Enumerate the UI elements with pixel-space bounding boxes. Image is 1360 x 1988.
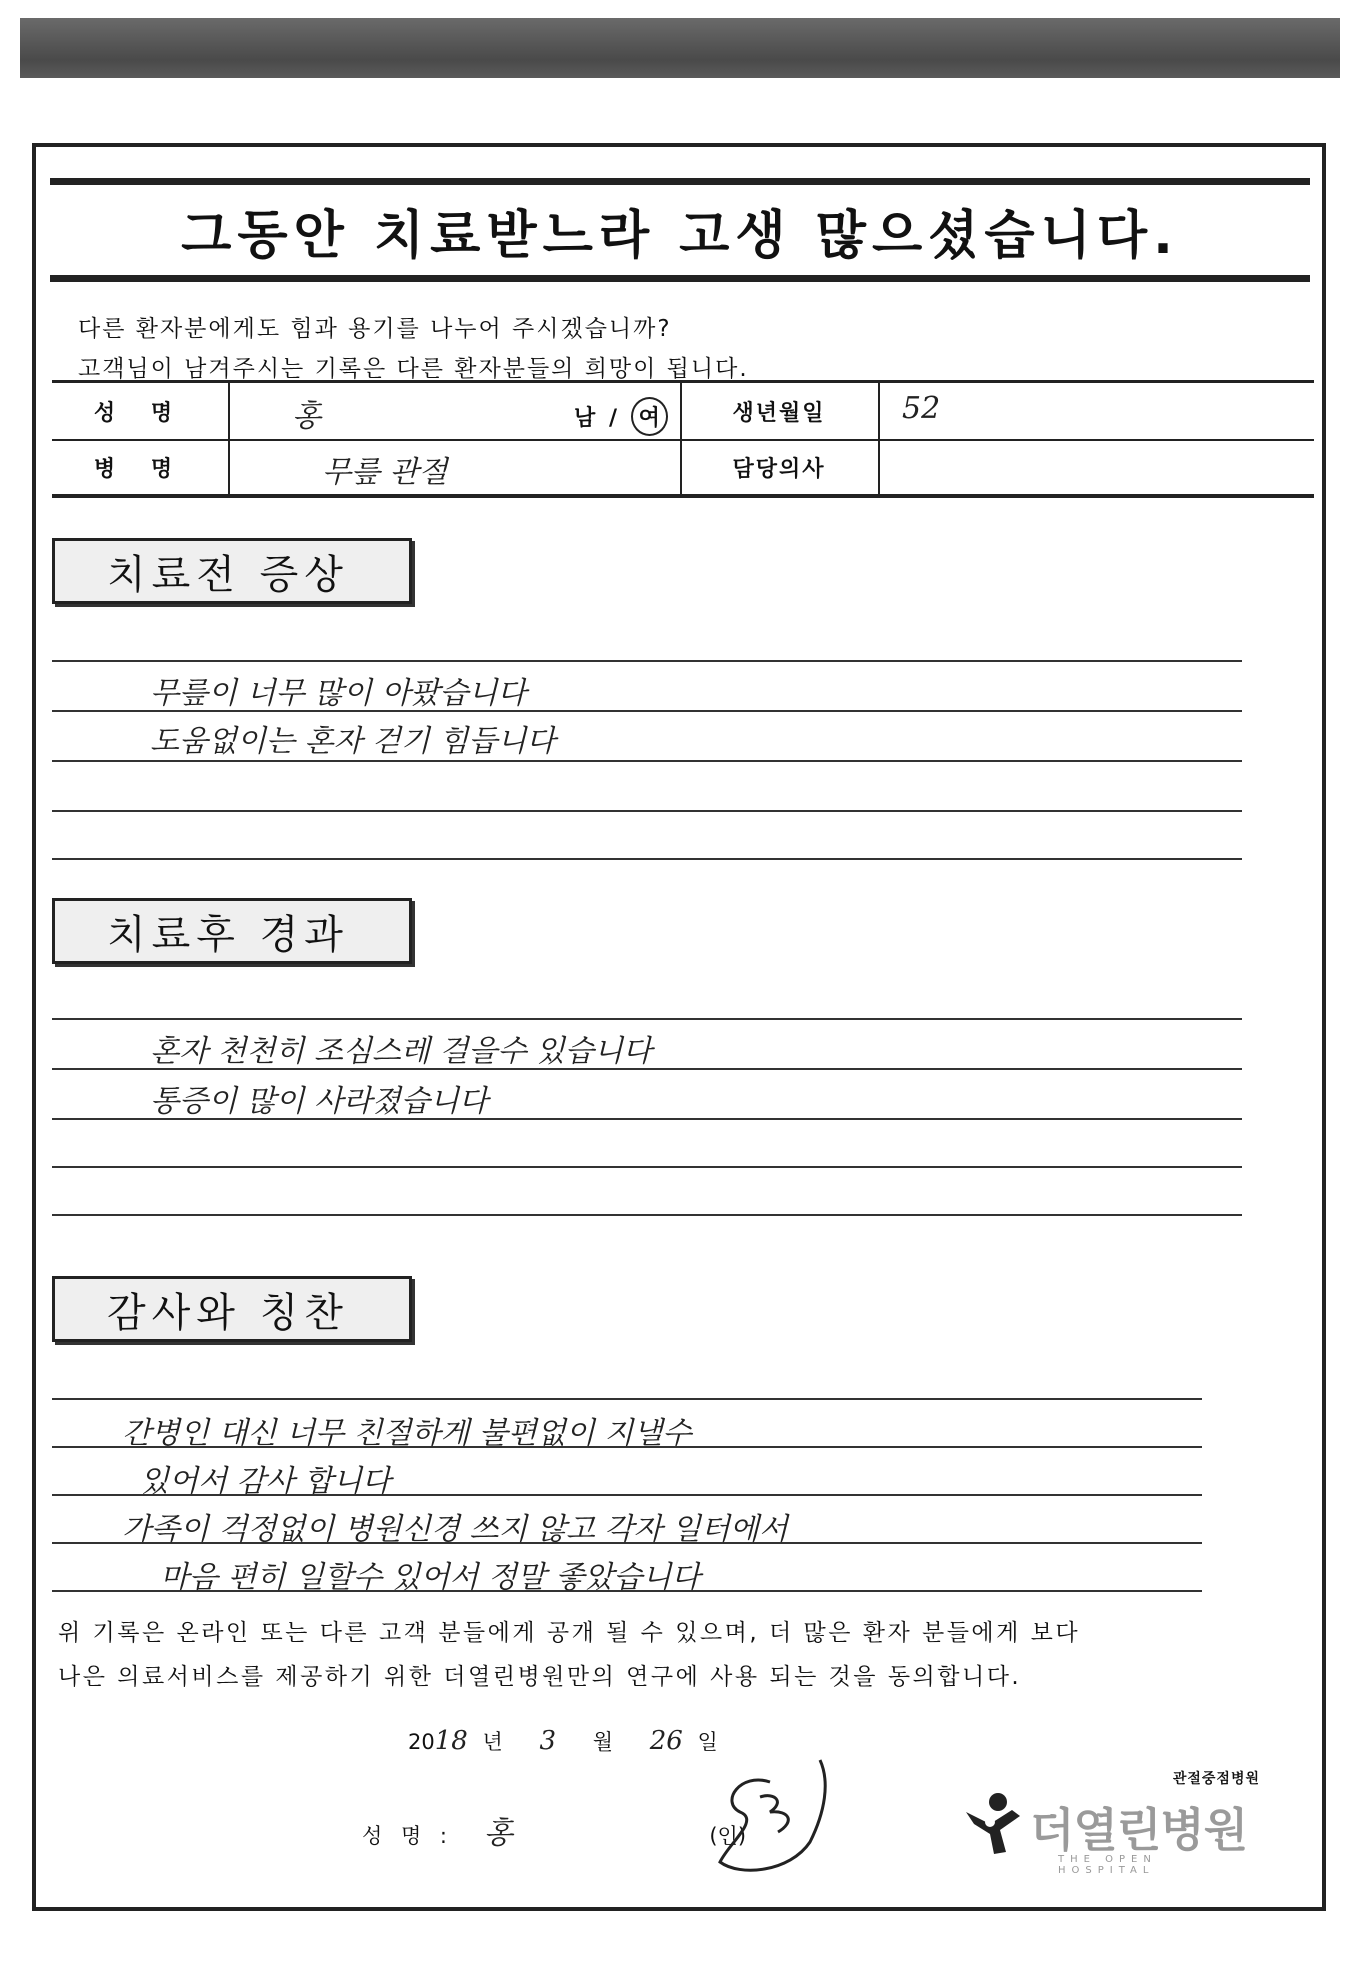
after-line-2: 통증이 많이 사라졌습니다 (150, 1084, 488, 1119)
thanks-line-4: 마음 편히 일할수 있어서 정말 좋았습니다 (160, 1560, 701, 1595)
date-month-unit: 월 (592, 1730, 614, 1754)
birth-value: 52 (902, 391, 941, 426)
doctor-label: 담당의사 (732, 456, 826, 482)
thanks-line-2: 있어서 감사 합니다 (140, 1464, 391, 1499)
gender-female-circled: 여 (631, 397, 668, 436)
section-label-after: 치료후 경과 (52, 898, 412, 964)
writing-line (52, 810, 1242, 812)
patient-info-table (52, 380, 1314, 498)
handwritten-signature (700, 1752, 850, 1882)
writing-line (52, 1398, 1202, 1400)
writing-line (52, 760, 1242, 762)
logo-figure-icon (960, 1790, 1028, 1860)
intro-line-2: 고객님이 남겨주시는 기록은 다른 환자분들의 희망이 됩니다. (78, 356, 749, 382)
date-day-hand: 26 (649, 1726, 683, 1756)
before-line-1: 무릎이 너무 많이 아팠습니다 (150, 676, 527, 711)
writing-line (52, 1166, 1242, 1168)
gender-male-label: 남 (574, 406, 596, 431)
logo-name: 더열린병원 (1030, 1803, 1248, 1857)
name-value: 홍 (292, 399, 321, 434)
writing-line (52, 858, 1242, 860)
logo-tagline: THE OPEN HOSPITAL (1058, 1854, 1157, 1876)
logo-subtitle: 관절중점병원 (1172, 1771, 1260, 1787)
date-century: 20 (408, 1730, 435, 1754)
date-day-unit: 일 (697, 1730, 718, 1754)
form-title: 그동안 치료받느라 고생 많으셨습니다. (181, 205, 1179, 266)
signature-name-hand: 홍 (483, 1816, 513, 1851)
signature-label: 성 명 : (362, 1824, 453, 1848)
form-title-band (50, 178, 1310, 282)
date-row (408, 1726, 718, 1756)
section-label-thanks: 감사와 칭찬 (52, 1276, 412, 1342)
consent-line-2: 나은 의료서비스를 제공하기 위한 더열린병원만의 연구에 사용 되는 것을 동의합니다. (58, 1664, 1022, 1690)
date-year-hand: 18 (434, 1726, 468, 1756)
writing-line (52, 1018, 1242, 1020)
signature-row (362, 1808, 746, 1852)
after-line-1: 혼자 천천히 조심스레 걸을수 있습니다 (150, 1034, 652, 1069)
thanks-line-3: 가족이 걱정없이 병원신경 쓰지 않고 각자 일터에서 (122, 1512, 788, 1547)
consent-line-1: 위 기록은 온라인 또는 다른 고객 분들에게 공개 될 수 있으며, 더 많은 환자 분들에게 보다 (58, 1620, 1081, 1646)
date-year-unit: 년 (482, 1730, 503, 1754)
scan-header-bar (20, 18, 1340, 78)
gender-separator: / (608, 406, 617, 431)
hospital-logo (960, 1768, 1260, 1878)
writing-line (52, 660, 1242, 662)
birth-label: 생년월일 (732, 400, 826, 426)
section-label-before: 치료전 증상 (52, 538, 412, 604)
gender-field (574, 397, 668, 436)
name-label: 성 명 (93, 400, 187, 426)
info-row-2 (52, 439, 1314, 495)
seal-label: (인) (709, 1824, 747, 1848)
before-line-2: 도움없이는 혼자 걷기 힘듭니다 (150, 724, 556, 759)
date-month-hand: 3 (539, 1726, 557, 1756)
info-row-1 (52, 383, 1314, 441)
thanks-line-1: 간병인 대신 너무 친절하게 불편없이 지낼수 (122, 1416, 692, 1451)
disease-value: 무릎 관절 (322, 455, 448, 490)
disease-label: 병 명 (93, 456, 187, 482)
writing-line (52, 1214, 1242, 1216)
intro-line-1: 다른 환자분에게도 힘과 용기를 나누어 주시겠습니까? (78, 316, 672, 342)
